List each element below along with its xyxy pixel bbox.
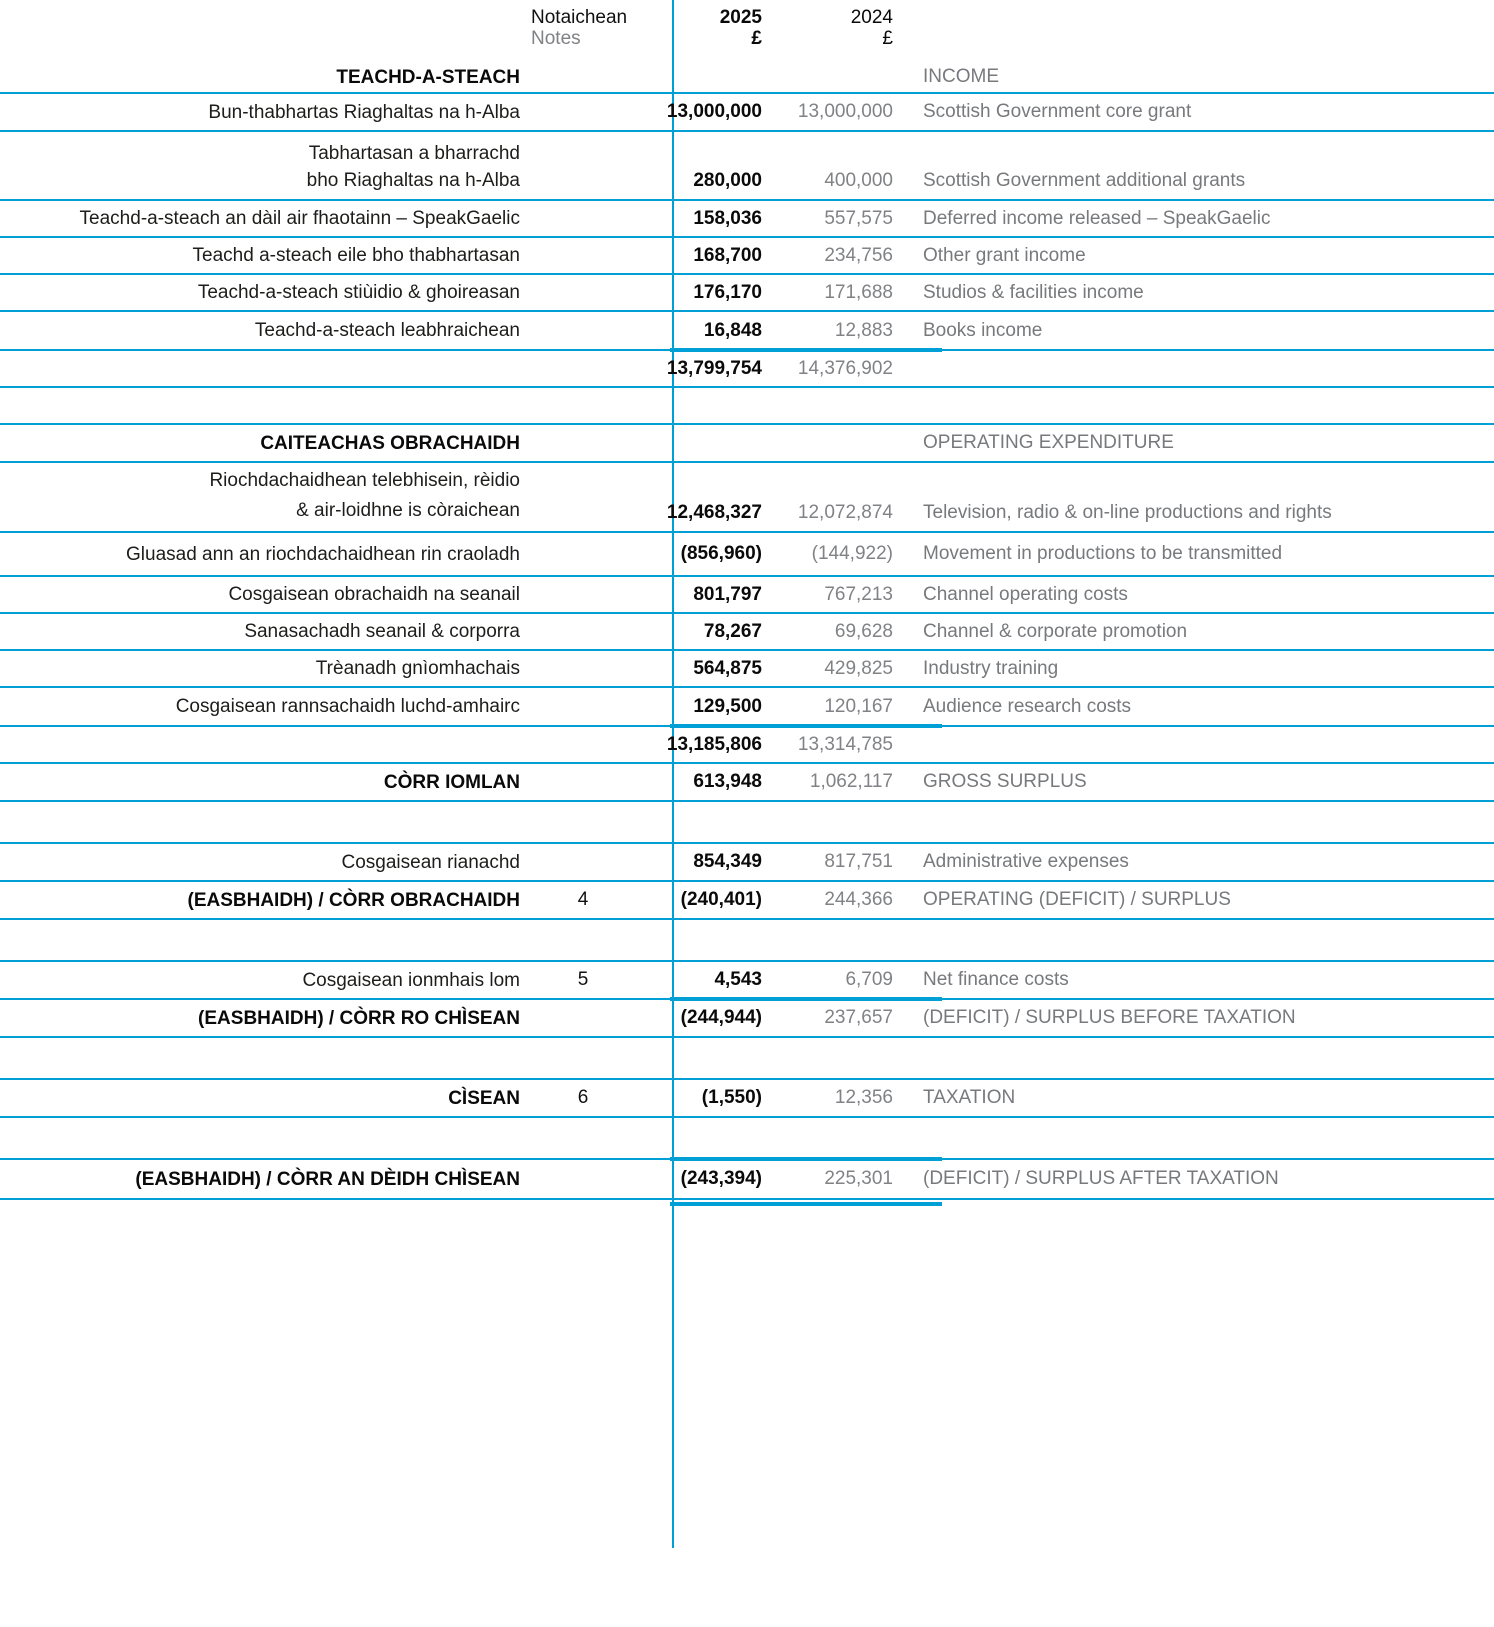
value-2025: (1,550): [701, 1087, 762, 1108]
totals-rule: [670, 1202, 942, 1206]
gaelic-label: [0, 802, 520, 842]
note-reference: [520, 1160, 646, 1198]
english-label: (DEFICIT) / SURPLUS BEFORE TAXATION: [923, 1007, 1296, 1028]
note-reference: [520, 94, 646, 130]
value-2024: 817,751: [824, 851, 893, 872]
value-2025: 16,848: [703, 319, 762, 341]
gaelic-label: Cosgaisean rannsachaidh luchd-amhairc: [175, 696, 520, 717]
gaelic-label: Bun-thabhartas Riaghaltas na h-Alba: [208, 101, 520, 123]
english-label: Other grant income: [923, 244, 1086, 266]
value-2024: 557,575: [824, 207, 893, 229]
english-label: Television, radio & on-line productions and rights: [923, 502, 1332, 523]
value-2024: (144,922): [811, 543, 893, 564]
value-2024: 234,756: [824, 244, 893, 266]
value-2025: 176,170: [693, 281, 762, 303]
note-reference: [520, 351, 646, 386]
statement-row: [0, 727, 1494, 764]
gaelic-label: Teachd-a-steach leabhraichean: [254, 320, 520, 341]
gaelic-label: Teachd a-steach eile bho thabhartasan: [192, 245, 520, 266]
gaelic-label: Tabhartasan a bharrachd bho Riaghaltas na h-Alba: [306, 143, 520, 191]
value-2024: 171,688: [824, 281, 893, 303]
currency-2024-label: £: [882, 28, 893, 49]
gaelic-label: Trèanadh gnìomhachais: [315, 658, 520, 679]
gaelic-label: Gluasad ann an riochdachaidhean rin craoladh: [126, 543, 520, 565]
value-2024: 6,709: [845, 969, 893, 990]
english-label: Scottish Government core grant: [923, 101, 1192, 122]
header-spacer-right: [895, 0, 1494, 62]
value-2025: (244,944): [680, 1007, 762, 1028]
totals-rule: [670, 348, 942, 352]
statement-row: [0, 201, 1494, 238]
gaelic-label: Teachd-a-steach an dàil air fhaotainn – SpeakGaelic: [79, 208, 520, 229]
value-2025: (856,960): [680, 543, 762, 564]
gaelic-label: (EASBHAIDH) / CÒRR RO CHÌSEAN: [198, 1007, 520, 1029]
note-reference: [520, 1000, 646, 1036]
gaelic-label: Cosgaisean rianachd: [341, 851, 520, 873]
statement-row: [0, 1118, 1494, 1160]
english-label: [895, 920, 1494, 960]
note-reference: [520, 425, 646, 461]
value-2025: [646, 1038, 765, 1078]
value-2024: 429,825: [824, 657, 893, 679]
gaelic-label: [0, 1038, 520, 1078]
english-label: OPERATING EXPENDITURE: [923, 432, 1174, 453]
year-2025-header: [646, 0, 765, 62]
value-2024: 69,628: [834, 620, 893, 642]
note-reference: [520, 651, 646, 686]
statement-row: [0, 614, 1494, 651]
totals-rule: [670, 997, 942, 1001]
note-reference: [520, 802, 646, 842]
value-2025: 13,185,806: [666, 733, 762, 755]
gaelic-label: [0, 351, 520, 386]
gaelic-label: Sanasachadh seanail & corporra: [244, 621, 520, 642]
statement-row: [0, 62, 1494, 94]
statement-row: [0, 688, 1494, 727]
english-label: [895, 802, 1494, 842]
note-reference: [520, 1118, 646, 1158]
note-reference: [520, 920, 646, 960]
statement-row: [0, 533, 1494, 577]
statement-row: [0, 132, 1494, 201]
totals-rule: [670, 1157, 942, 1161]
value-2024: 1,062,117: [809, 771, 893, 792]
value-2025: (243,394): [680, 1168, 762, 1189]
statement-row: [0, 94, 1494, 132]
statement-row: [0, 1000, 1494, 1038]
currency-2025-label: £: [751, 28, 762, 49]
value-2024: 767,213: [824, 583, 893, 605]
header-spacer: [0, 0, 520, 62]
statement-row: [0, 312, 1494, 351]
gaelic-label: CÒRR IOMLAN: [383, 771, 520, 793]
english-label: Net finance costs: [923, 969, 1069, 990]
statement-row: [0, 388, 1494, 425]
year-2024-label: 2024: [850, 7, 893, 28]
value-2024: [765, 802, 895, 842]
gaelic-label: (EASBHAIDH) / CÒRR OBRACHAIDH: [187, 889, 520, 911]
gaelic-label: CAITEACHAS OBRACHAIDH: [260, 432, 520, 454]
value-2025: 4,543: [714, 969, 762, 990]
value-2024: [765, 920, 895, 960]
value-2025: 13,000,000: [666, 101, 762, 122]
english-label: [895, 388, 1494, 423]
english-label: OPERATING (DEFICIT) / SURPLUS: [923, 889, 1231, 910]
statement-row: [0, 844, 1494, 882]
year-2025-label: 2025: [719, 7, 762, 28]
value-2024: 12,356: [834, 1087, 893, 1108]
value-2025: 564,875: [693, 657, 762, 679]
english-label: [895, 1038, 1494, 1078]
value-2024: 13,314,785: [797, 733, 893, 755]
statement-rows: [0, 62, 1494, 1200]
value-2025: [646, 802, 765, 842]
note-reference: [520, 388, 646, 423]
gaelic-label: (EASBHAIDH) / CÒRR AN DÈIDH CHÌSEAN: [135, 1168, 520, 1190]
note-reference: [520, 533, 646, 575]
value-2025: 12,468,327: [666, 502, 762, 523]
gaelic-label: Teachd-a-steach stiùidio & ghoireasan: [197, 282, 520, 303]
statement-row: [0, 802, 1494, 844]
gaelic-label: [0, 920, 520, 960]
note-reference: 5: [577, 969, 589, 990]
english-label: Movement in productions to be transmitted: [923, 543, 1283, 564]
english-label: Industry training: [923, 657, 1059, 679]
statement-row: [0, 577, 1494, 614]
english-label: GROSS SURPLUS: [923, 771, 1087, 792]
value-2025: (240,401): [680, 889, 762, 910]
value-2025: [646, 425, 765, 461]
statement-row: [0, 425, 1494, 463]
english-label: Scottish Government additional grants: [923, 170, 1246, 191]
value-2025: 280,000: [693, 170, 762, 191]
note-reference: [520, 201, 646, 236]
value-2024: 120,167: [824, 695, 893, 717]
value-2025: [646, 62, 765, 92]
notes-column-header: [520, 0, 646, 62]
value-2024: 12,883: [834, 319, 893, 341]
value-2024: 225,301: [824, 1168, 893, 1189]
note-reference: [520, 614, 646, 649]
english-label: TAXATION: [923, 1087, 1016, 1108]
gaelic-label: [0, 727, 520, 762]
value-2025: 854,349: [693, 851, 762, 872]
english-label: Audience research costs: [923, 695, 1132, 717]
note-reference: [520, 1038, 646, 1078]
note-reference: [520, 62, 646, 92]
value-2024: [765, 1038, 895, 1078]
note-reference: [520, 577, 646, 612]
gaelic-label: [0, 388, 520, 423]
value-2024: [765, 1118, 895, 1158]
note-reference: [520, 275, 646, 310]
totals-rule: [670, 724, 942, 728]
statement-row: [0, 764, 1494, 802]
statement-row: [0, 882, 1494, 920]
note-reference: 6: [577, 1087, 589, 1108]
statement-row: [0, 238, 1494, 275]
value-2024: 12,072,874: [797, 502, 893, 523]
value-2024: [765, 388, 895, 423]
bottom-whitespace: [0, 1200, 1494, 1627]
value-2025: 78,267: [703, 620, 762, 642]
value-2024: 400,000: [824, 170, 893, 191]
value-2024: 244,366: [824, 889, 893, 910]
value-2025: [646, 920, 765, 960]
english-label: Channel operating costs: [923, 583, 1128, 605]
value-2025: 13,799,754: [666, 357, 762, 379]
english-label: Studios & facilities income: [923, 281, 1144, 303]
gaelic-label: CÌSEAN: [448, 1087, 520, 1109]
english-label: Administrative expenses: [923, 851, 1129, 872]
english-label: [895, 351, 1494, 386]
value-2024: 237,657: [824, 1007, 893, 1028]
english-label: Channel & corporate promotion: [923, 620, 1188, 642]
statement-row: [0, 275, 1494, 312]
notes-label-gaelic: Notaichean: [531, 7, 628, 28]
statement-row: [0, 1038, 1494, 1080]
value-2024: 13,000,000: [797, 101, 893, 122]
note-reference: [520, 312, 646, 349]
note-reference: [520, 463, 646, 531]
notes-label-english: Notes: [531, 28, 581, 49]
value-2024: [765, 62, 895, 92]
note-reference: [520, 844, 646, 880]
gaelic-label: Cosgaisean ionmhais lom: [302, 969, 520, 991]
english-label: Books income: [923, 319, 1043, 341]
value-2024: 14,376,902: [797, 357, 893, 379]
english-label: INCOME: [923, 66, 999, 87]
gaelic-label: [0, 1118, 520, 1158]
value-2025: 129,500: [693, 695, 762, 717]
statement-row: [0, 351, 1494, 388]
english-label: Deferred income released – SpeakGaelic: [923, 207, 1271, 229]
column-header-row: [0, 0, 1494, 62]
statement-row: [0, 1080, 1494, 1118]
value-2025: 158,036: [693, 207, 762, 229]
gaelic-label: Cosgaisean obrachaidh na seanail: [228, 584, 520, 605]
value-2024: [765, 425, 895, 461]
note-reference: [520, 727, 646, 762]
year-2024-header: [765, 0, 895, 62]
english-label: [895, 727, 1494, 762]
statement-row: [0, 962, 1494, 1000]
value-2025: [646, 388, 765, 423]
note-reference: [520, 132, 646, 199]
statement-row: [0, 463, 1494, 533]
english-label: (DEFICIT) / SURPLUS AFTER TAXATION: [923, 1168, 1279, 1189]
gaelic-label: Riochdachaidhean telebhisein, rèidio & air-loidhne is còraichean: [209, 470, 520, 521]
statement-row: [0, 920, 1494, 962]
value-2025: 801,797: [693, 583, 762, 605]
note-reference: [520, 238, 646, 273]
statement-row: [0, 1160, 1494, 1200]
note-reference: 4: [577, 889, 589, 910]
note-reference: [520, 764, 646, 800]
value-2025: 613,948: [693, 771, 762, 792]
gaelic-label: TEACHD-A-STEACH: [336, 66, 520, 88]
statement-row: [0, 651, 1494, 688]
english-label: [895, 1118, 1494, 1158]
value-2025: 168,700: [693, 244, 762, 266]
value-2025: [646, 1118, 765, 1158]
note-reference: [520, 688, 646, 725]
